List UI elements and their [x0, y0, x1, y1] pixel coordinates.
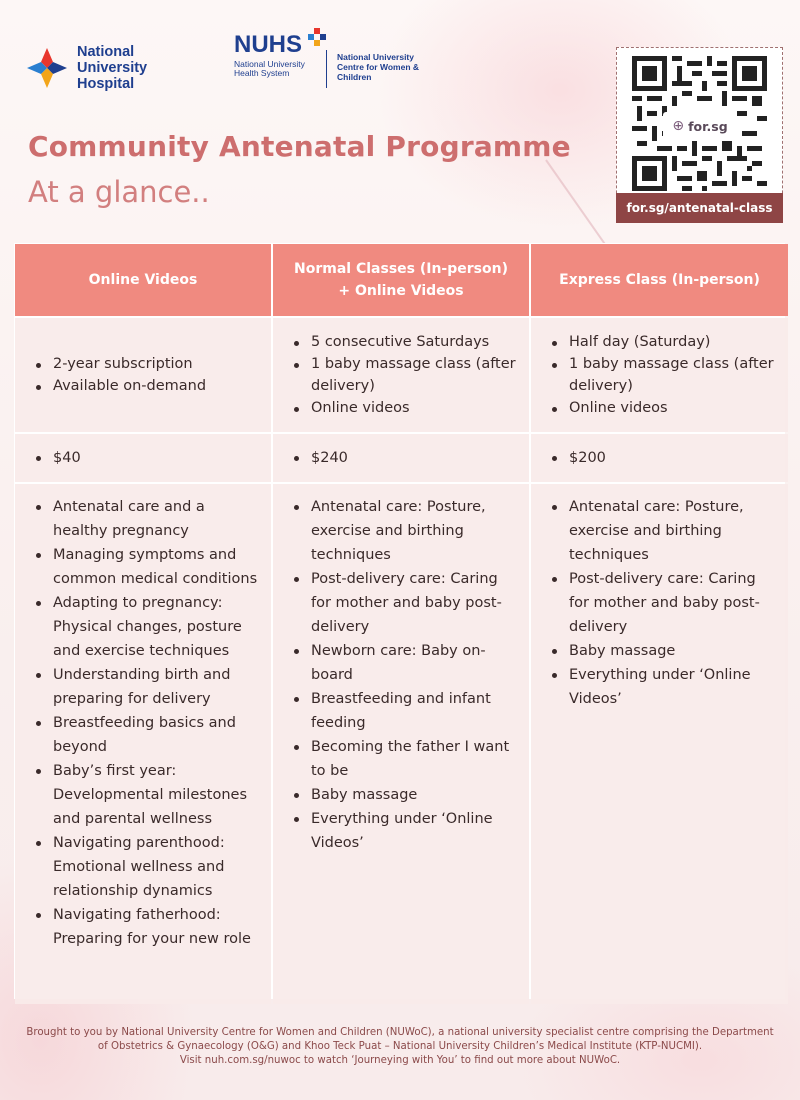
list-item: Navigating parenthood: Emotional wellness and relationship dynamics — [33, 831, 261, 903]
list-item: 1 baby massage class (after delivery) — [549, 353, 778, 397]
qr-url-label[interactable]: for.sg/antenatal-class — [616, 193, 783, 223]
list-item: Everything under ‘Online Videos’ — [291, 807, 519, 855]
list-item: 5 consecutive Saturdays — [291, 331, 519, 353]
nuhs-logo[interactable] — [234, 30, 324, 78]
list-item: Post-delivery care: Caring for mother and baby post-delivery — [549, 567, 778, 639]
price-value: $240 — [291, 446, 348, 470]
topics-list — [33, 495, 261, 951]
list-item: Available on-demand — [33, 375, 206, 397]
list-item: Post-delivery care: Caring for mother and baby post-delivery — [291, 567, 519, 639]
list-item: 1 baby massage class (after delivery) — [291, 353, 519, 397]
list-item: Antenatal care: Posture, exercise and birthing techniques — [549, 495, 778, 567]
price-cell-express — [531, 434, 788, 482]
list-item: Antenatal care: Posture, exercise and birthing techniques — [291, 495, 519, 567]
sessions-cell-normal — [273, 318, 529, 432]
sessions-cell-online — [15, 318, 271, 432]
list-item: Breastfeeding and infant feeding — [291, 687, 519, 735]
list-item: Everything under ‘Online Videos’ — [549, 663, 778, 711]
column-header-online-videos: Online Videos — [15, 244, 271, 316]
sessions-list — [549, 331, 778, 419]
column-header-normal-classes: Normal Classes (In-person) + Online Videos — [273, 244, 529, 316]
sessions-list — [33, 353, 206, 397]
footer — [20, 1026, 780, 1068]
page-subtitle: At a glance.. — [28, 175, 210, 209]
sessions-list — [291, 331, 519, 419]
nuhs-plus-icon — [308, 28, 326, 46]
topics-cell-normal — [273, 484, 529, 1004]
nuh-star-icon — [25, 46, 69, 90]
programme-comparison-table — [14, 243, 785, 999]
list-item: Understanding birth and preparing for delivery — [33, 663, 261, 711]
price-list — [549, 446, 606, 470]
footer-credit-text: Brought to you by National University Centre for Women and Children (NUWoC), a national university specialist centre comprising the Department of Obstetrics & Gynaecology (O&G) and Khoo Teck Puat – National University Children’s Medical Institute (KTP-NUCMI). — [26, 1027, 774, 1052]
nuhs-acronym: NUHS — [234, 31, 303, 58]
list-item: Antenatal care and a healthy pregnancy — [33, 495, 261, 543]
list-item: Baby’s first year: Developmental milestones and parental wellness — [33, 759, 261, 831]
price-cell-online — [15, 434, 271, 482]
forsg-icon: ⊕ — [672, 118, 685, 134]
price-cell-normal — [273, 434, 529, 482]
nuhs-full-name: National University Health System — [234, 59, 305, 78]
nuwoc-logo[interactable]: National University Centre for Women & Children — [337, 52, 420, 82]
list-item: Baby massage — [291, 783, 519, 807]
topics-cell-express — [531, 484, 788, 1004]
price-value: $200 — [549, 446, 606, 470]
list-item: Online videos — [291, 397, 519, 419]
list-item: Breastfeeding basics and beyond — [33, 711, 261, 759]
qr-logo-text: for.sg — [688, 118, 728, 134]
nuh-logo[interactable] — [25, 44, 207, 92]
qr-center-logo — [663, 112, 737, 140]
list-item: 2-year subscription — [33, 353, 206, 375]
logo-divider — [326, 50, 327, 88]
topics-list — [549, 495, 778, 711]
topics-list — [291, 495, 519, 855]
price-list — [291, 446, 348, 470]
list-item: Managing symptoms and common medical conditions — [33, 543, 261, 591]
nuh-logo-text: National University Hospital — [77, 44, 148, 92]
list-item: Online videos — [549, 397, 778, 419]
list-item: Half day (Saturday) — [549, 331, 778, 353]
sessions-cell-express — [531, 318, 788, 432]
list-item: Adapting to pregnancy: Physical changes, posture and exercise techniques — [33, 591, 261, 663]
topics-cell-online — [15, 484, 271, 1004]
flower-stem-decoration — [545, 159, 610, 250]
footer-visit-link-text[interactable]: Visit nuh.com.sg/nuwoc to watch ‘Journeying with You’ to find out more about NUWoC. — [179, 1055, 621, 1066]
list-item: Baby massage — [549, 639, 778, 663]
list-item: Newborn care: Baby on-board — [291, 639, 519, 687]
qr-card[interactable] — [616, 47, 783, 223]
price-list — [33, 446, 81, 470]
page-title: Community Antenatal Programme — [28, 130, 571, 163]
list-item: Navigating fatherhood: Preparing for your new role — [33, 903, 261, 951]
column-header-express-class: Express Class (In-person) — [531, 244, 788, 316]
price-value: $40 — [33, 446, 81, 470]
list-item: Becoming the father I want to be — [291, 735, 519, 783]
